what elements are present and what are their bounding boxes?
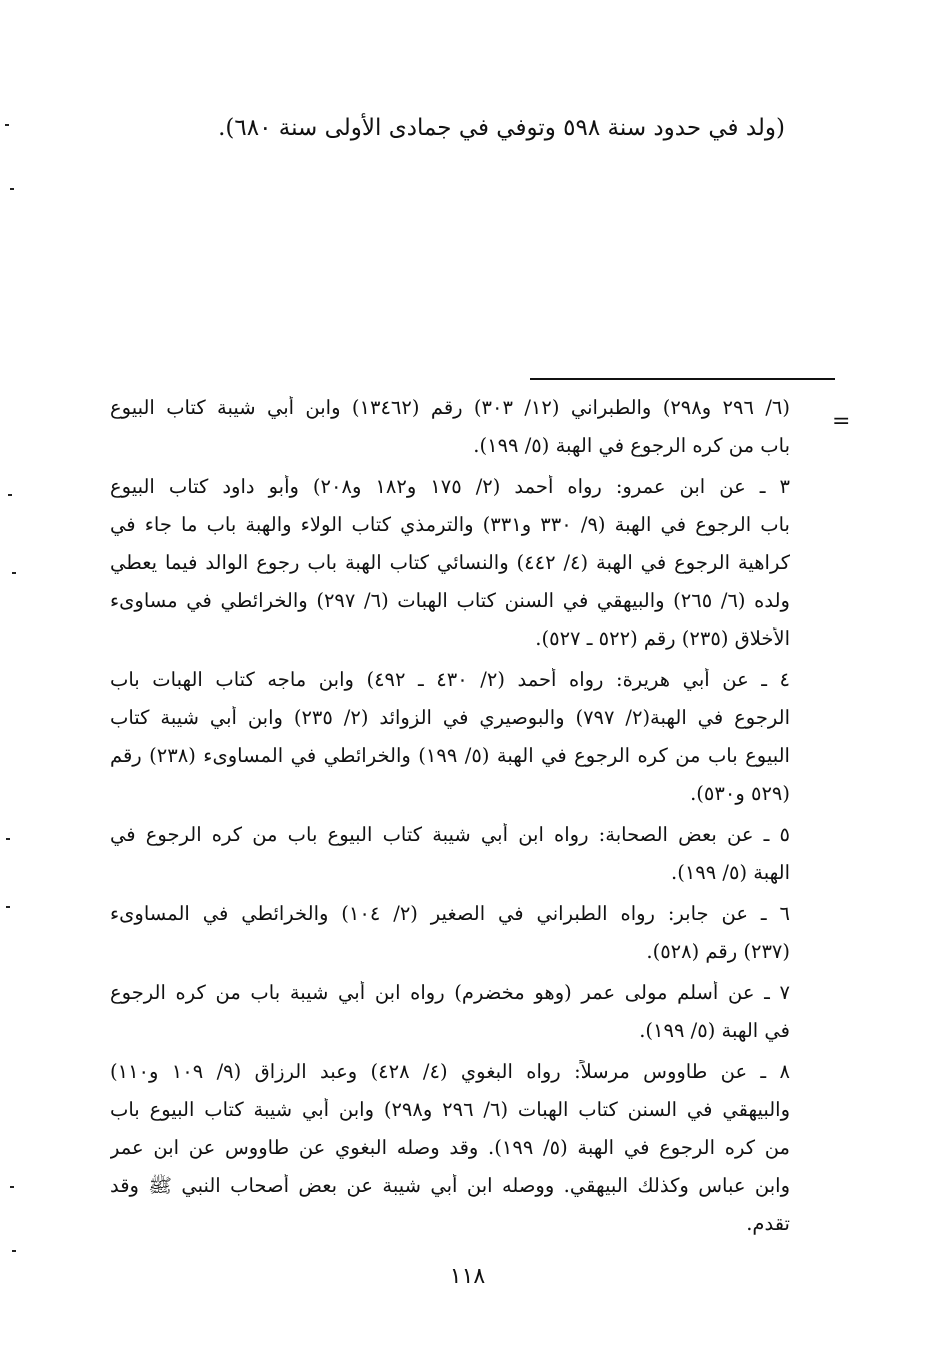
footnote-line: (٦/ ٢٩٦ و٢٩٨) والطبراني (١٢/ ٣٠٣) رقم (١٣٤٦٢) وابن أبي شيبة كتاب البيوع — [110, 396, 790, 419]
scan-speck — [12, 1250, 16, 1252]
footnote-line: الأخلاق (٢٣٥) رقم (٥٢٢ ـ ٥٢٧). — [535, 627, 790, 650]
footnote-line: والبيهقي في السنن كتاب الهبات (٦/ ٢٩٦ و٢٩٨) وابن أبي شيبة كتاب البيوع باب — [110, 1098, 790, 1121]
footnote-8 — [110, 1060, 790, 1250]
footnote-line: وابن عباس وكذلك البيهقي. ووصله ابن أبي شيبة عن بعض أصحاب النبي ﷺ وقد — [110, 1174, 790, 1197]
footnote-line: البيوع باب من كره الرجوع في الهبة (٥/ ١٩٩) والخرائطي في المساوىء (٢٣٨) رقم — [110, 744, 790, 767]
footnote-line: ٦ ـ عن جابر: رواه الطبراني في الصغير (٢/ ١٠٤) والخرائطي في المساوىء — [110, 902, 790, 925]
footnote-line: (٢٣٧) رقم (٥٢٨). — [646, 940, 790, 963]
footnote-line: ٣ ـ عن ابن عمرو: رواه أحمد (٢/ ١٧٥ و١٨٢ و٢٠٨) وأبو داود كتاب البيوع — [110, 475, 790, 498]
scan-speck — [6, 838, 10, 840]
scan-speck — [12, 572, 16, 574]
footnote-line: الهبة (٥/ ١٩٩). — [671, 861, 790, 884]
footnote-line: في الهبة (٥/ ١٩٩). — [639, 1019, 790, 1042]
scan-speck — [5, 124, 9, 126]
footnote-line: من كره الرجوع في الهبة (٥/ ١٩٩). وقد وصله البغوي عن طاووس عن ابن عمر — [110, 1136, 790, 1159]
footnote-line: تقدم. — [746, 1212, 790, 1235]
footnote-separator — [530, 378, 835, 380]
footnote-line: ٥ ـ عن بعض الصحابة: رواه ابن أبي شيبة كتاب البيوع باب من كره الرجوع في — [110, 823, 790, 846]
scan-speck — [10, 188, 14, 190]
scan-speck — [10, 1186, 14, 1188]
footnote-line: كراهية الرجوع في الهبة (٤/ ٤٤٢) والنسائي كتاب الهبة باب رجوع الوالد فيما يعطي — [110, 551, 790, 574]
footnotes-section — [110, 396, 790, 1253]
footnote-line: (٥٢٩ و٥٣٠). — [690, 782, 790, 805]
footnote-line: ٨ ـ عن طاووس مرسلاً: رواه البغوي (٤/ ٤٢٨) وعبد الرزاق (٩/ ١٠٩ و١١٠) — [110, 1060, 790, 1083]
footnote-line: ولده (٦/ ٢٦٥) والبيهقي في السنن كتاب الهبات (٦/ ٢٩٧) والخرائطي في مساوىء — [110, 589, 790, 612]
scan-speck — [6, 906, 10, 908]
footnote-line: ٤ ـ عن أبي هريرة: رواه أحمد (٢/ ٤٣٠ ـ ٤٩٢) وابن ماجه كتاب الهبات باب — [110, 668, 790, 691]
footnote-continuation-marker: = — [832, 409, 851, 434]
main-text: (ولد في حدود سنة ٥٩٨ وتوفي في جمادى الأولى سنة ٦٨٠). — [218, 115, 785, 141]
footnote-4 — [110, 668, 790, 820]
footnote-line: ٧ ـ عن أسلم مولى عمر (وهو مخضرم) رواه ابن أبي شيبة باب من كره الرجوع — [110, 981, 790, 1004]
footnote-line: باب من كره الرجوع في الهبة (٥/ ١٩٩). — [473, 434, 790, 457]
footnote-5 — [110, 823, 790, 899]
footnote-line: الرجوع في الهبة(٢/ ٧٩٧) والبوصيري في الزوائد (٢/ ٢٣٥) وابن أبي شيبة كتاب — [110, 706, 790, 729]
footnote-6 — [110, 902, 790, 978]
footnote-3 — [110, 475, 790, 665]
footnote-line: باب الرجوع في الهبة (٩/ ٣٣٠ و٣٣١) والترمذي كتاب الولاء والهبة باب ما جاء في — [110, 513, 790, 536]
page-number: ١١٨ — [449, 1264, 486, 1289]
footnote-7 — [110, 981, 790, 1057]
footnote-continuation — [110, 396, 790, 472]
scan-speck — [8, 494, 12, 496]
